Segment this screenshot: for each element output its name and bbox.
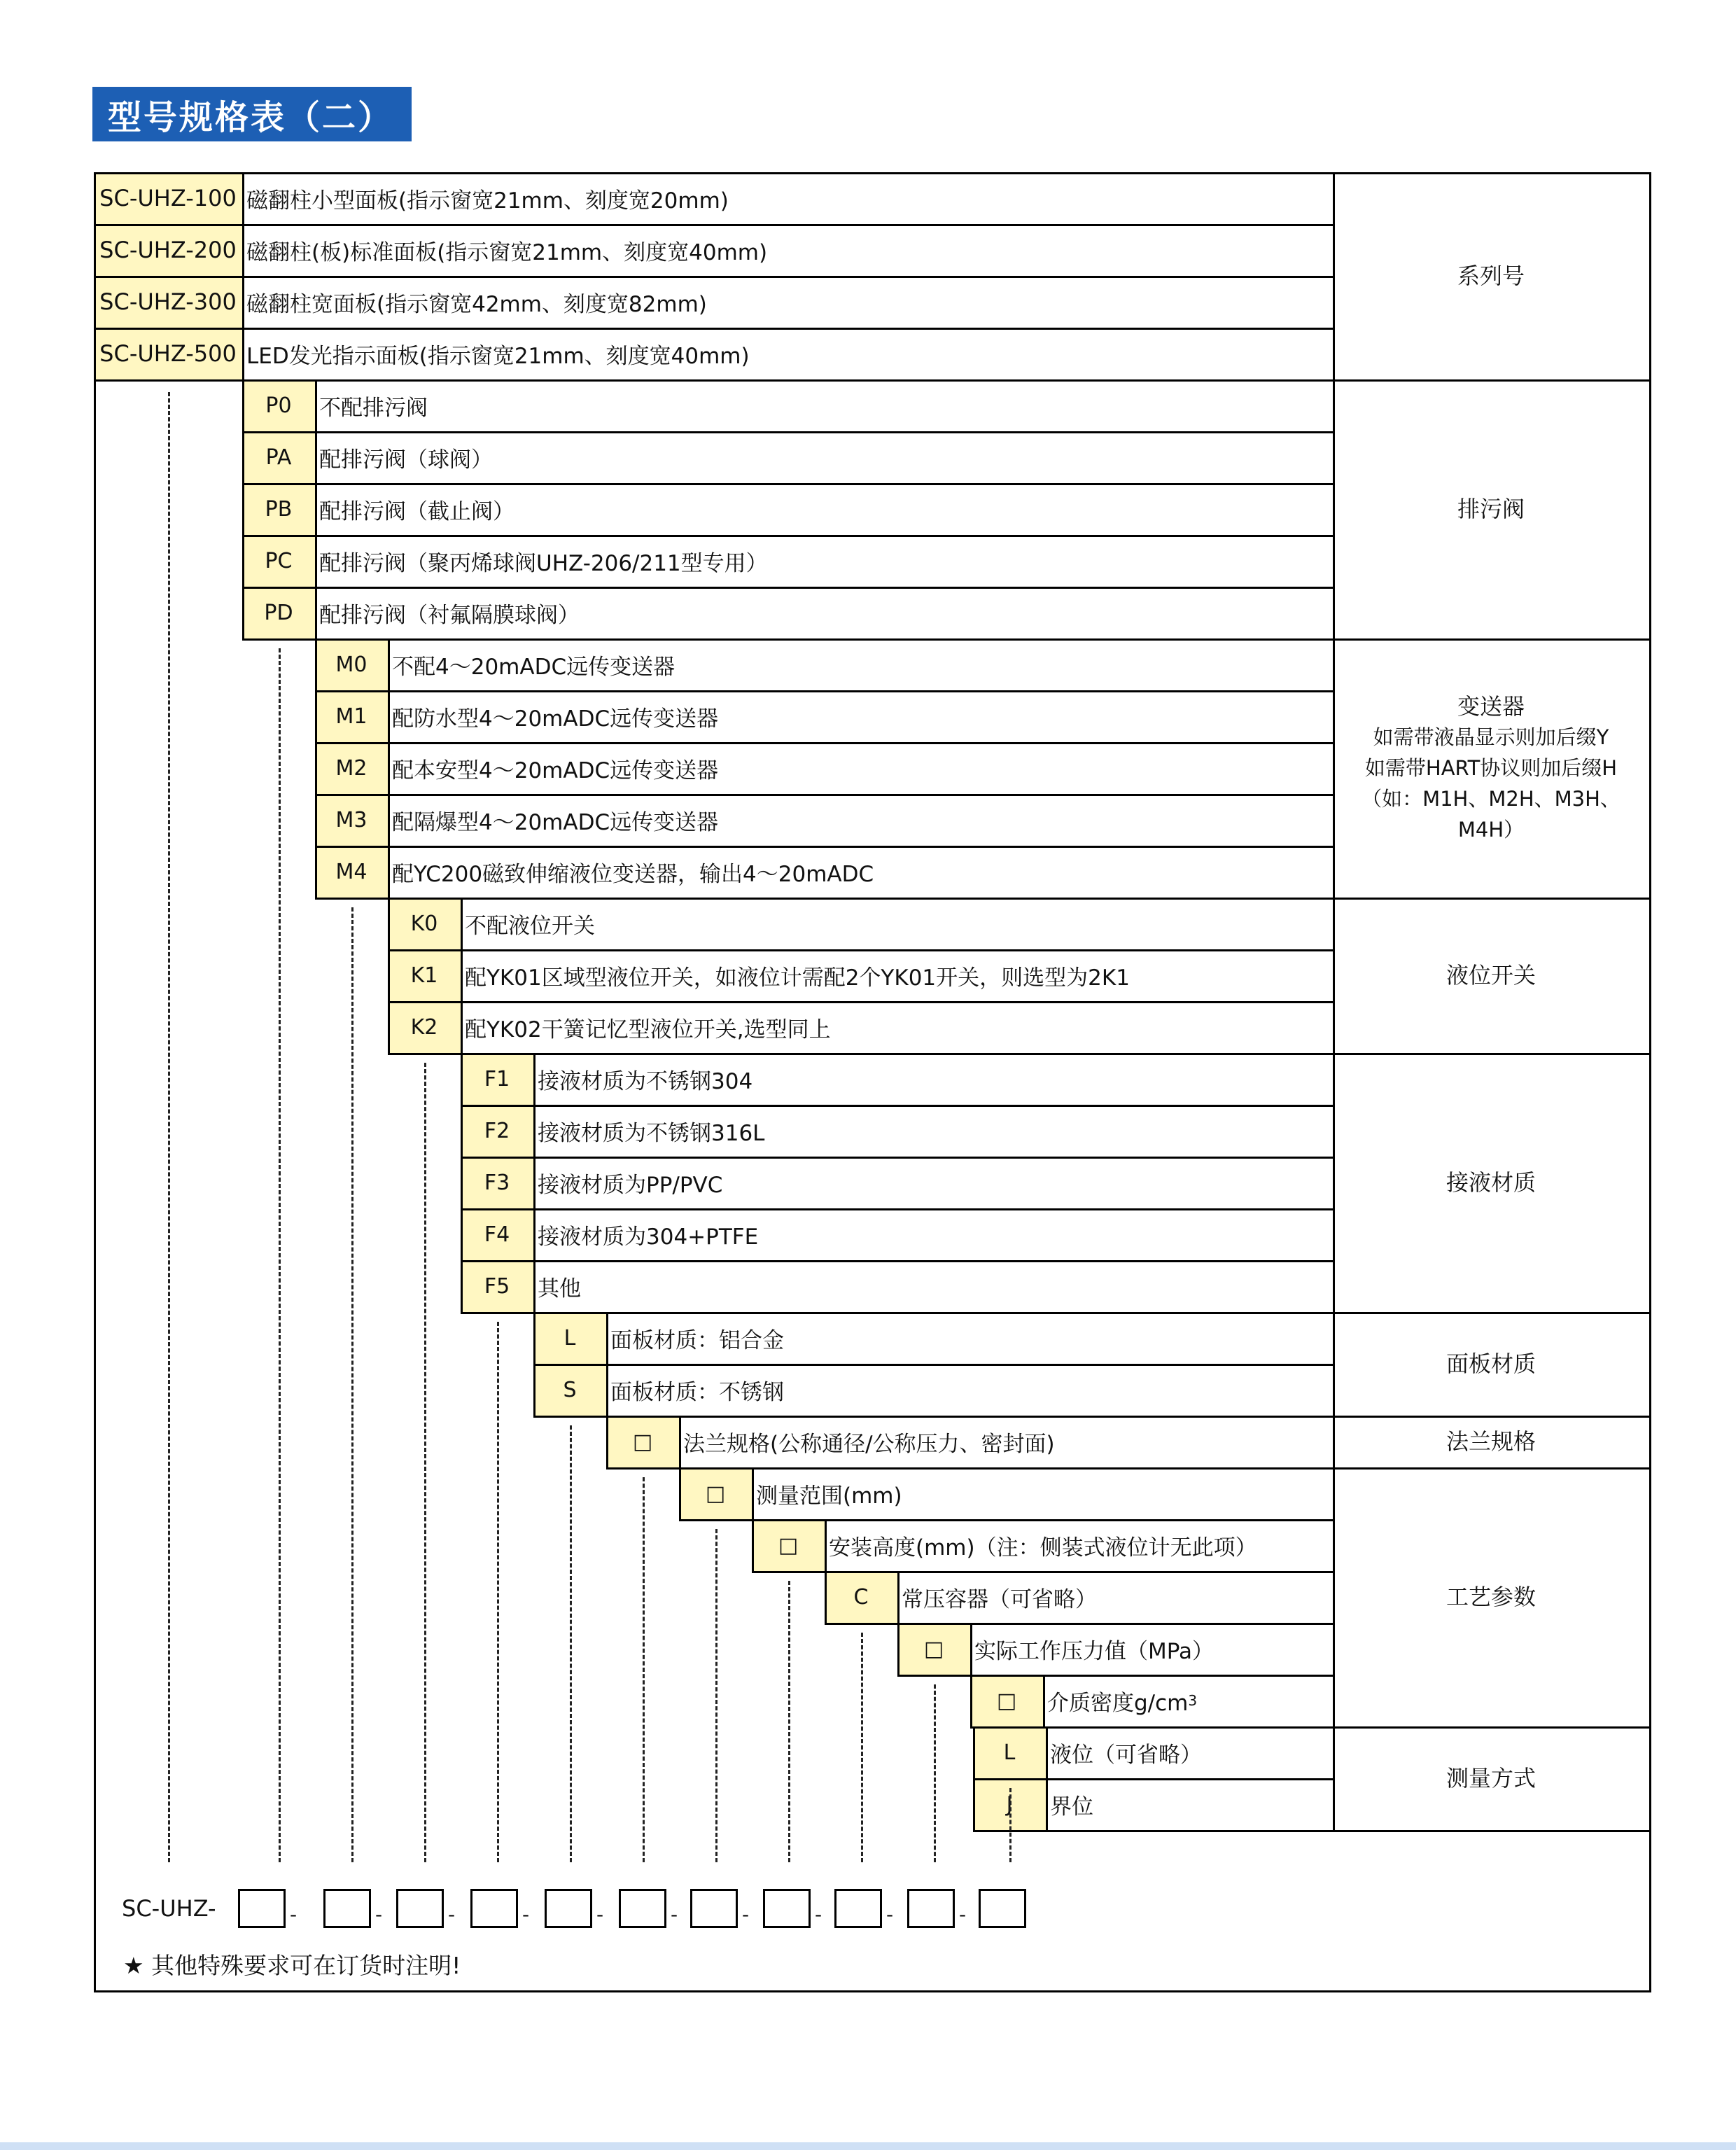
grid-line — [461, 1053, 463, 1107]
transmitter-desc: 配YC200磁致伸缩液位变送器，输出4～20mADC — [392, 861, 874, 887]
grid-line — [388, 949, 390, 1003]
grid-line — [94, 379, 96, 1992]
level-switch-desc: 配YK01区域型液位开关，如液位计需配2个YK01开关，则选型为2K1 — [465, 965, 1130, 991]
grid-line — [973, 1778, 975, 1832]
grid-line — [242, 379, 244, 433]
grid-line — [533, 1312, 1333, 1314]
transmitter-note: 如需带液晶显示则加后缀Y — [1373, 725, 1609, 749]
level-switch-code: K0 — [388, 898, 461, 949]
grid-line — [315, 742, 1333, 744]
guide-dashed-line — [861, 1633, 863, 1862]
grid-line — [242, 535, 1333, 537]
drain-valve-desc: 配排污阀（聚丙烯球阀UHZ-206/211型专用） — [319, 550, 768, 576]
transmitter-note: 如需带HART协议则加后缀H — [1364, 756, 1618, 780]
order-code-slot — [238, 1889, 286, 1928]
order-code-separator: - — [290, 1903, 298, 1926]
transmitter-note: （如：M1H、M2H、M3H、 — [1362, 787, 1620, 811]
grid-line — [1333, 1830, 1649, 1832]
grid-line — [973, 1726, 975, 1780]
grid-line — [970, 1623, 972, 1677]
wetted-material-code: F5 — [461, 1260, 533, 1312]
measure-code: L — [973, 1726, 1046, 1778]
process-desc: 实际工作压力值（MPa） — [974, 1638, 1214, 1664]
order-code-slot — [979, 1889, 1026, 1928]
series-category-label: 系列号 — [1457, 263, 1525, 289]
grid-line — [388, 1001, 1333, 1003]
order-code-slot — [470, 1889, 518, 1928]
drain-valve-desc: 配排污阀（球阀） — [319, 447, 493, 473]
wetted-material-desc: 接液材质为不锈钢316L — [538, 1120, 765, 1146]
grid-line — [606, 1416, 608, 1470]
grid-line — [825, 1571, 1333, 1573]
grid-line — [315, 794, 317, 848]
grid-line — [752, 1519, 754, 1573]
wetted-material-category-label: 接液材质 — [1446, 1169, 1536, 1196]
process-desc: 介质密度g/cm 3 — [1047, 1690, 1198, 1716]
grid-line — [1043, 1675, 1045, 1729]
grid-line — [533, 1053, 536, 1107]
grid-line — [242, 379, 1333, 382]
panel-material-desc: 面板材质：不锈钢 — [610, 1379, 784, 1405]
transmitter-category-label: 变送器 — [1457, 693, 1525, 720]
grid-line — [315, 431, 317, 485]
guide-dashed-line — [279, 648, 281, 1862]
wetted-material-code: F2 — [461, 1105, 533, 1157]
grid-line — [970, 1675, 1333, 1677]
drain-valve-desc: 配排污阀（截止阀） — [319, 498, 514, 524]
process-code: □ — [897, 1623, 970, 1675]
wetted-material-code: F1 — [461, 1053, 533, 1105]
transmitter-desc: 配隔爆型4～20mADC远传变送器 — [392, 809, 719, 835]
grid-line — [533, 1364, 1333, 1366]
grid-line — [388, 898, 1333, 900]
guide-dashed-line — [934, 1684, 936, 1862]
order-code-prefix: SC-UHZ- — [122, 1895, 216, 1922]
grid-line — [606, 1364, 608, 1418]
grid-line — [679, 1416, 681, 1470]
series-category — [1333, 172, 1649, 379]
page-title: 型号规格表（二） — [92, 87, 412, 141]
grid-line — [315, 742, 317, 796]
grid-line — [533, 1105, 536, 1159]
grid-line — [825, 1571, 827, 1625]
measure-desc: 界位 — [1050, 1794, 1093, 1820]
series-desc: 磁翻柱(板)标准面板(指示窗宽21mm、刻度宽40mm) — [246, 239, 768, 265]
grid-line — [315, 638, 317, 692]
grid-line — [1333, 379, 1649, 382]
series-desc: 磁翻柱小型面板(指示窗宽21mm、刻度宽20mm) — [246, 188, 729, 214]
process-category — [1333, 1467, 1649, 1726]
wetted-material-desc: 接液材质为PP/PVC — [538, 1172, 723, 1198]
flange-desc: 法兰规格(公称通径/公称压力、密封面) — [683, 1431, 1055, 1457]
grid-line — [1046, 1778, 1048, 1832]
grid-line — [388, 949, 1333, 951]
order-code-slot — [763, 1889, 811, 1928]
wetted-material-desc: 接液材质为不锈钢304 — [538, 1068, 753, 1094]
guide-dashed-line — [168, 392, 170, 1862]
grid-line — [388, 690, 390, 744]
grid-line — [315, 587, 317, 641]
grid-line — [533, 1157, 536, 1210]
grid-line — [752, 1519, 1333, 1521]
grid-line — [388, 898, 390, 951]
drain-valve-desc: 配排污阀（衬氟隔膜球阀） — [319, 602, 580, 628]
measure-category-label: 测量方式 — [1446, 1765, 1536, 1792]
order-code-slot — [323, 1889, 371, 1928]
grid-line — [242, 483, 1333, 485]
grid-line — [533, 1364, 536, 1418]
grid-line — [606, 1312, 608, 1366]
flange-category — [1333, 1416, 1649, 1467]
grid-line — [1333, 1053, 1649, 1055]
transmitter-note: M4H） — [1457, 818, 1525, 842]
process-category-label: 工艺参数 — [1446, 1584, 1536, 1610]
guide-dashed-line — [424, 1063, 426, 1862]
grid-line — [1333, 1726, 1649, 1729]
order-code-separator: - — [375, 1903, 383, 1926]
order-code-separator: - — [886, 1903, 894, 1926]
grid-line — [388, 846, 390, 900]
guide-dashed-line — [643, 1477, 645, 1862]
measure-category — [1333, 1726, 1649, 1830]
drain-valve-code: PA — [242, 431, 315, 483]
grid-line — [897, 1571, 899, 1625]
series-code: SC-UHZ-200 — [94, 224, 242, 276]
grid-line — [388, 638, 390, 692]
grid-line — [1333, 898, 1649, 900]
grid-line — [315, 379, 317, 433]
order-note: ★ 其他特殊要求可在订货时注明! — [123, 1951, 461, 1979]
grid-line — [461, 898, 463, 951]
grid-line — [679, 1467, 1333, 1470]
grid-line — [242, 328, 244, 382]
wetted-material-code: F3 — [461, 1157, 533, 1208]
grid-line — [315, 846, 317, 900]
transmitter-desc: 不配4～20mADC远传变送器 — [392, 654, 676, 680]
grid-line — [1649, 172, 1651, 1992]
series-code: SC-UHZ-100 — [94, 172, 242, 224]
grid-line — [94, 328, 1333, 330]
transmitter-code: M2 — [315, 742, 388, 794]
grid-line — [315, 794, 1333, 796]
measure-code: J — [973, 1778, 1046, 1830]
grid-line — [242, 587, 244, 641]
guide-dashed-line — [570, 1425, 572, 1862]
series-code: SC-UHZ-500 — [94, 328, 242, 379]
grid-line — [679, 1467, 681, 1521]
footer-bar — [0, 2142, 1736, 2150]
level-switch-desc: 配YK02干簧记忆型液位开关,选型同上 — [465, 1017, 831, 1042]
grid-line — [461, 1105, 463, 1159]
flange-category-label: 法兰规格 — [1446, 1428, 1536, 1455]
order-code-separator: - — [959, 1903, 967, 1926]
order-code-slot — [907, 1889, 955, 1928]
panel-material-code: L — [533, 1312, 606, 1364]
transmitter-desc: 配本安型4～20mADC远传变送器 — [392, 758, 719, 783]
drain-valve-category — [1333, 379, 1649, 638]
grid-line — [242, 224, 244, 278]
grid-line — [388, 742, 390, 796]
grid-line — [1046, 1726, 1048, 1780]
grid-line — [973, 1726, 1333, 1729]
flange-code: □ — [606, 1416, 679, 1467]
grid-line — [461, 1208, 1333, 1210]
wetted-material-code: F4 — [461, 1208, 533, 1260]
wetted-material-desc: 接液材质为304+PTFE — [538, 1224, 759, 1250]
guide-dashed-line — [1009, 1788, 1011, 1862]
grid-line — [973, 1778, 1333, 1780]
grid-line — [461, 1260, 1333, 1262]
grid-line — [461, 1105, 1333, 1107]
series-code: SC-UHZ-300 — [94, 276, 242, 328]
order-code-separator: - — [596, 1903, 604, 1926]
grid-line — [461, 1157, 1333, 1159]
level-switch-category-label: 液位开关 — [1446, 962, 1536, 989]
order-code-separator: - — [448, 1903, 456, 1926]
grid-line — [1333, 1467, 1649, 1470]
transmitter-code: M1 — [315, 690, 388, 742]
order-code-separator: - — [815, 1903, 822, 1926]
wetted-material-desc: 其他 — [538, 1276, 581, 1301]
transmitter-desc: 配防水型4～20mADC远传变送器 — [392, 706, 719, 732]
transmitter-code: M3 — [315, 794, 388, 846]
grid-line — [315, 690, 1333, 692]
guide-dashed-line — [715, 1529, 718, 1862]
process-desc: 安装高度(mm)（注：侧装式液位计无此项） — [829, 1535, 1257, 1561]
drain-valve-desc: 不配排污阀 — [319, 395, 428, 421]
guide-dashed-line — [497, 1322, 499, 1862]
grid-line — [897, 1623, 1333, 1625]
grid-line — [1333, 638, 1649, 641]
grid-line — [461, 1260, 463, 1314]
process-code: □ — [679, 1467, 752, 1519]
level-switch-desc: 不配液位开关 — [465, 913, 595, 939]
order-code-separator: - — [742, 1903, 750, 1926]
grid-line — [242, 431, 244, 485]
series-desc: 磁翻柱宽面板(指示窗宽42mm、刻度宽82mm) — [246, 291, 707, 317]
grid-line — [242, 587, 1333, 589]
grid-line — [315, 535, 317, 589]
drain-valve-code: PC — [242, 535, 315, 587]
order-code-slot — [545, 1889, 592, 1928]
panel-material-category — [1333, 1312, 1649, 1416]
order-code-slot — [690, 1889, 738, 1928]
transmitter-code: M0 — [315, 638, 388, 690]
grid-line — [315, 638, 1333, 641]
grid-line — [242, 172, 244, 226]
grid-line — [533, 1312, 536, 1366]
process-desc: 测量范围(mm) — [756, 1483, 902, 1509]
level-switch-category — [1333, 898, 1649, 1053]
grid-line — [94, 172, 1651, 174]
order-code-slot — [619, 1889, 666, 1928]
drain-valve-code: PB — [242, 483, 315, 535]
grid-line — [388, 794, 390, 848]
grid-line — [461, 1053, 1333, 1055]
grid-line — [242, 535, 244, 589]
drain-valve-code: P0 — [242, 379, 315, 431]
grid-line — [94, 224, 1333, 226]
transmitter-category — [1333, 638, 1649, 898]
grid-line — [461, 949, 463, 1003]
panel-material-desc: 面板材质：铝合金 — [610, 1327, 784, 1353]
grid-line — [752, 1467, 754, 1521]
grid-line — [242, 276, 244, 330]
panel-material-category-label: 面板材质 — [1446, 1350, 1536, 1377]
grid-line — [388, 1001, 390, 1055]
process-desc: 常压容器（可省略） — [902, 1586, 1097, 1612]
order-code-separator: - — [522, 1903, 530, 1926]
process-code: □ — [752, 1519, 825, 1571]
grid-line — [1333, 1416, 1649, 1418]
grid-line — [242, 483, 244, 537]
grid-line — [461, 1001, 463, 1055]
grid-line — [606, 1416, 1333, 1418]
measure-desc: 液位（可省略） — [1050, 1742, 1202, 1768]
transmitter-code: M4 — [315, 846, 388, 898]
drain-valve-code: PD — [242, 587, 315, 638]
order-code-separator: - — [671, 1903, 678, 1926]
grid-line — [461, 1208, 463, 1262]
grid-line — [970, 1675, 972, 1729]
grid-line — [825, 1519, 827, 1573]
grid-line — [315, 690, 317, 744]
grid-line — [1333, 1312, 1649, 1314]
wetted-material-category — [1333, 1053, 1649, 1312]
unit-superscript: 3 — [1188, 1692, 1198, 1709]
order-code-slot — [834, 1889, 882, 1928]
guide-dashed-line — [788, 1581, 790, 1862]
level-switch-code: K2 — [388, 1001, 461, 1053]
grid-line — [242, 431, 1333, 433]
grid-line — [973, 1830, 1333, 1832]
order-code-slot — [396, 1889, 444, 1928]
drain-valve-category-label: 排污阀 — [1457, 496, 1525, 522]
series-desc: LED发光指示面板(指示窗宽21mm、刻度宽40mm) — [246, 343, 750, 369]
grid-line — [94, 1990, 1651, 1992]
level-switch-code: K1 — [388, 949, 461, 1001]
grid-line — [897, 1623, 899, 1677]
grid-line — [94, 172, 96, 382]
process-code: C — [825, 1571, 897, 1623]
grid-line — [1333, 172, 1335, 1832]
grid-line — [315, 846, 1333, 848]
guide-dashed-line — [351, 907, 354, 1862]
grid-line — [533, 1208, 536, 1262]
grid-line — [94, 276, 1333, 278]
grid-line — [315, 483, 317, 537]
process-code: □ — [970, 1675, 1043, 1726]
grid-line — [533, 1260, 536, 1314]
panel-material-code: S — [533, 1364, 606, 1416]
grid-line — [461, 1157, 463, 1210]
